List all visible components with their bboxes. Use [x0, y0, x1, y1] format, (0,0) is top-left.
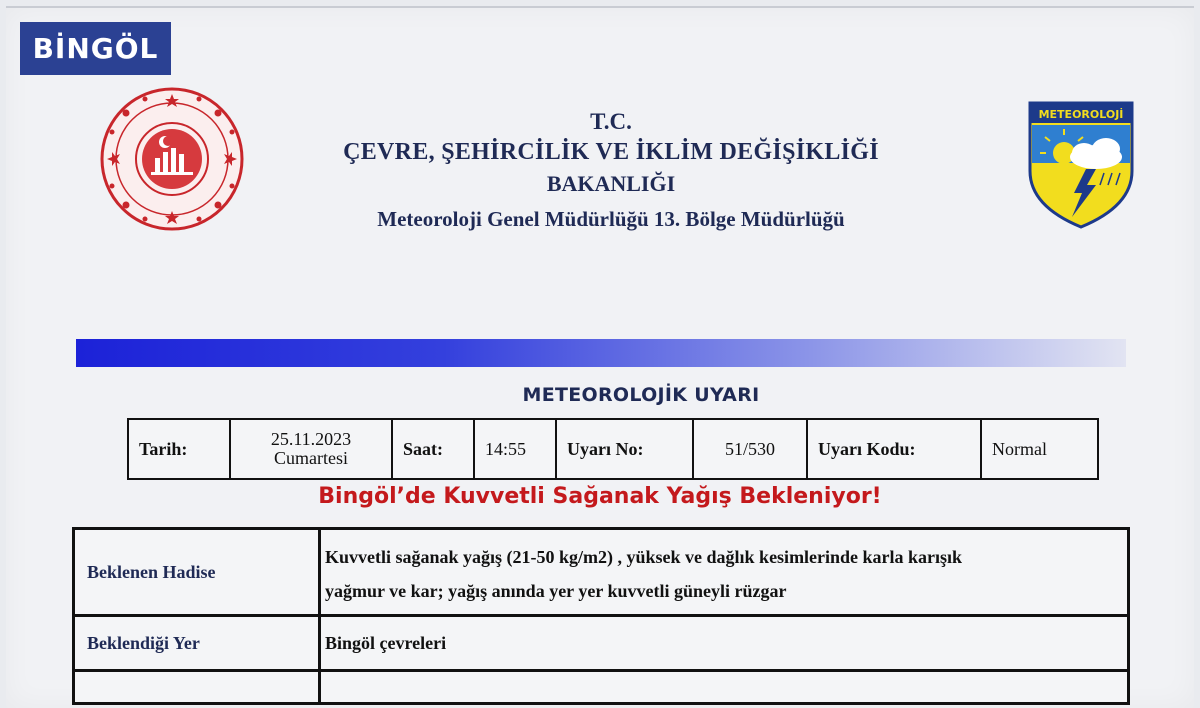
header-line-ministry: ÇEVRE, ŞEHİRCİLİK VE İKLİM DEĞİŞİKLİĞİ: [343, 139, 879, 165]
detail-label-next: [75, 672, 321, 702]
warning-detail-table: [72, 527, 1130, 705]
warning-code-value: Normal: [981, 419, 1098, 479]
detail-value-hadise: [321, 530, 1127, 614]
warning-title: METEOROLOJİK UYARI: [522, 384, 760, 406]
header-line-directorate: Meteoroloji Genel Müdürlüğü 13. Bölge Müdürlüğü: [377, 207, 845, 231]
header-line-tc: T.C.: [590, 109, 632, 134]
detail-value-yer: Bingöl çevreleri: [325, 633, 447, 653]
header-gradient-bar: [76, 339, 1126, 367]
detail-row-next: [75, 672, 1127, 702]
warning-code-label: Uyarı Kodu:: [807, 419, 981, 479]
detail-value-hadise-line1: Kuvvetli sağanak yağış (21-50 kg/m2) , yüksek ve dağlık kesimlerinde karla karışık: [325, 547, 963, 567]
detail-label-hadise: Beklenen Hadise: [75, 530, 321, 614]
meteoroloji-logo-icon: [1026, 101, 1136, 229]
detail-label-yer: Beklendiği Yer: [75, 617, 321, 669]
day-value: Cumartesi: [274, 448, 348, 468]
detail-value-hadise-line2: yağmur ve kar; yağış anında yer yer kuvvetli güneyli rüzgar: [325, 581, 787, 601]
time-label: Saat:: [392, 419, 474, 479]
warning-no-label: Uyarı No:: [556, 419, 693, 479]
city-badge: BİNGÖL: [20, 22, 171, 75]
meteoroloji-logo-text: METEOROLOJİ: [1038, 108, 1124, 121]
date-cell: [230, 419, 392, 479]
header-line-bakanlik: BAKANLIĞI: [546, 171, 676, 196]
document-header: [306, 108, 916, 238]
date-value: 25.11.2023: [270, 429, 352, 449]
warning-info-table: [127, 418, 1099, 480]
date-label: Tarih:: [128, 419, 230, 479]
detail-value-next: [321, 672, 1127, 702]
time-value: 14:55: [474, 419, 556, 479]
detail-row-yer: [75, 617, 1127, 672]
ministry-seal-icon: [99, 86, 245, 232]
detail-row-hadise: [75, 530, 1127, 617]
warning-headline: Bingöl’de Kuvvetli Sağanak Yağış Bekleniyor!: [318, 484, 882, 509]
warning-no-value: 51/530: [693, 419, 807, 479]
